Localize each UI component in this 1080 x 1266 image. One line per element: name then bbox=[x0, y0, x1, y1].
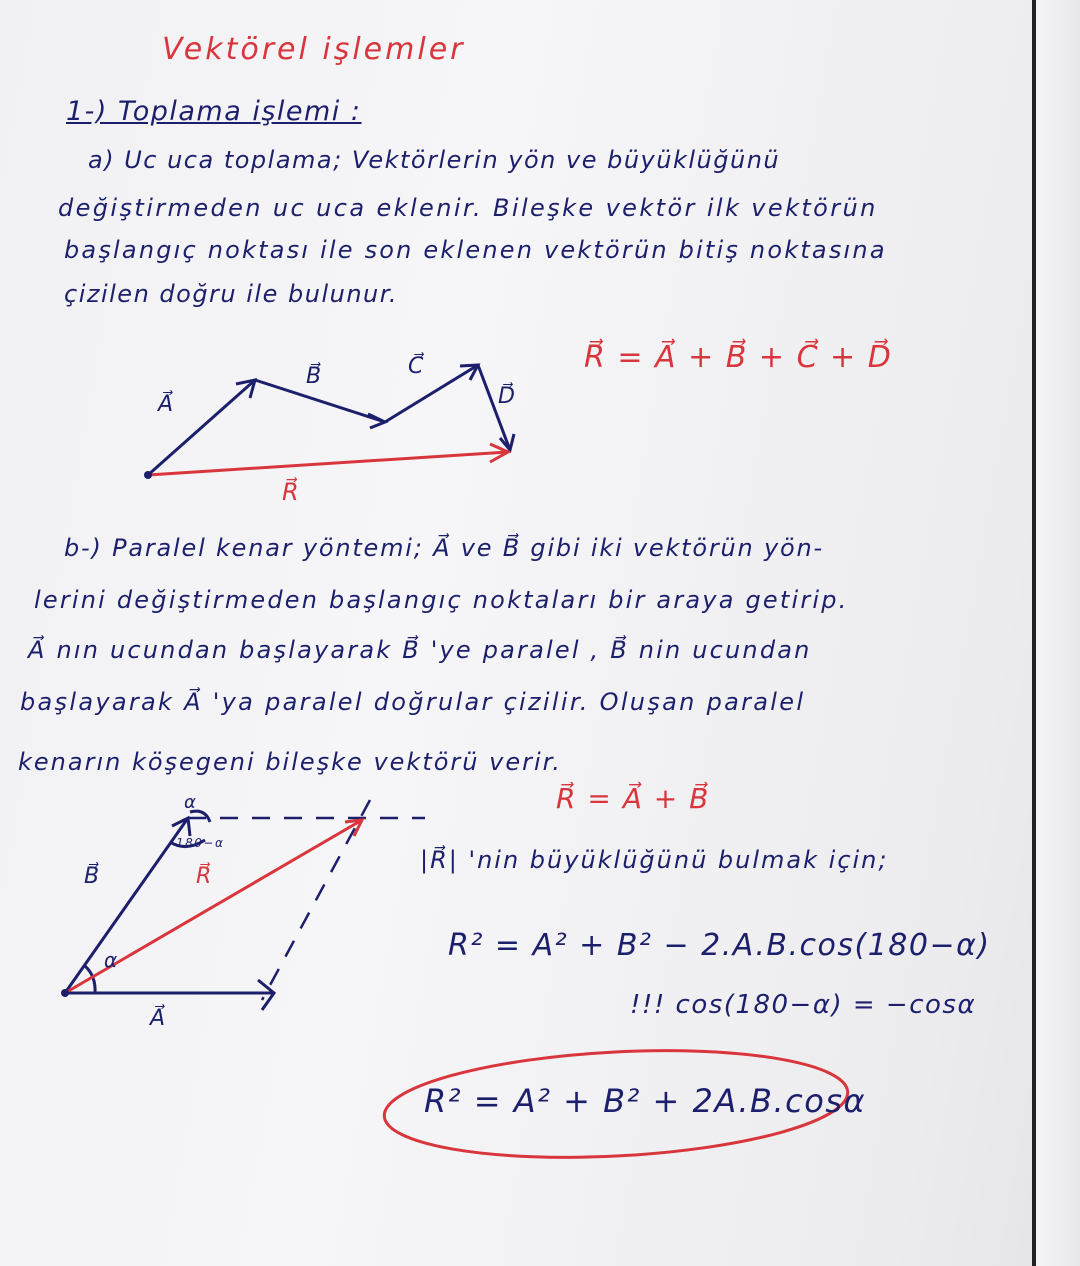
vector-c bbox=[385, 365, 478, 422]
label-d: D⃗ bbox=[498, 384, 517, 409]
label-b: B⃗ bbox=[306, 364, 323, 389]
vector-r bbox=[148, 452, 508, 475]
cos-identity-note: !!! cos(180−α) = −cosα bbox=[630, 990, 977, 1020]
vector-b2 bbox=[65, 818, 188, 993]
text-line: değiştirmeden uc uca eklenir. Bileşke vektör ilk vektörün bbox=[58, 194, 878, 222]
section-heading: 1-) Toplama işlemi : bbox=[66, 96, 362, 127]
label-a2: A⃗ bbox=[150, 1006, 167, 1031]
final-formula: R² = A² + B² + 2A.B.cosα bbox=[424, 1082, 867, 1120]
text-line: A⃗ nın ucundan başlayarak B⃗ 'ye paralel , B⃗ nin ucundan bbox=[28, 636, 812, 664]
label-r: R⃗ bbox=[282, 478, 301, 506]
parallelogram-formula: R⃗ = A⃗ + B⃗ bbox=[556, 782, 710, 815]
sum-formula: R⃗ = A⃗ + B⃗ + C⃗ + D⃗ bbox=[584, 340, 893, 375]
text-line: kenarın köşegeni bileşke vektörü verir. bbox=[18, 748, 562, 776]
text-line: çizilen doğru ile bulunur. bbox=[64, 280, 399, 308]
label-alpha-bottom: α bbox=[104, 948, 119, 972]
label-alpha-top: α bbox=[184, 792, 198, 813]
text-line: b-) Paralel kenar yöntemi; A⃗ ve B⃗ gibi iki vektörün yön- bbox=[64, 534, 824, 562]
label-c: C⃗ bbox=[408, 354, 425, 379]
head-to-tail-diagram bbox=[148, 365, 517, 475]
label-r2: R⃗ bbox=[196, 864, 213, 889]
text-line: başlangıç noktası ile son eklenen vektörün bitiş noktasına bbox=[64, 236, 887, 264]
text-line: başlayarak A⃗ 'ya paralel doğrular çizilir. Oluşan paralel bbox=[20, 688, 806, 716]
text-line: a) Uc uca toplama; Vektörlerin yön ve büyüklüğünü bbox=[88, 146, 781, 174]
label-a: A⃗ bbox=[158, 392, 175, 417]
parallelogram-diagram bbox=[65, 811, 274, 1010]
law-of-cosines: R² = A² + B² − 2.A.B.cos(180−α) bbox=[448, 928, 991, 963]
label-b2: B⃗ bbox=[84, 864, 101, 889]
magnitude-text: |R⃗| 'nin büyüklüğünü bulmak için; bbox=[420, 846, 889, 874]
page-title: Vektörel işlemler bbox=[162, 32, 466, 67]
text-line: lerini değiştirmeden başlangıç noktaları bir araya getirip. bbox=[34, 586, 849, 614]
label-supplement: 180−α bbox=[176, 836, 225, 850]
